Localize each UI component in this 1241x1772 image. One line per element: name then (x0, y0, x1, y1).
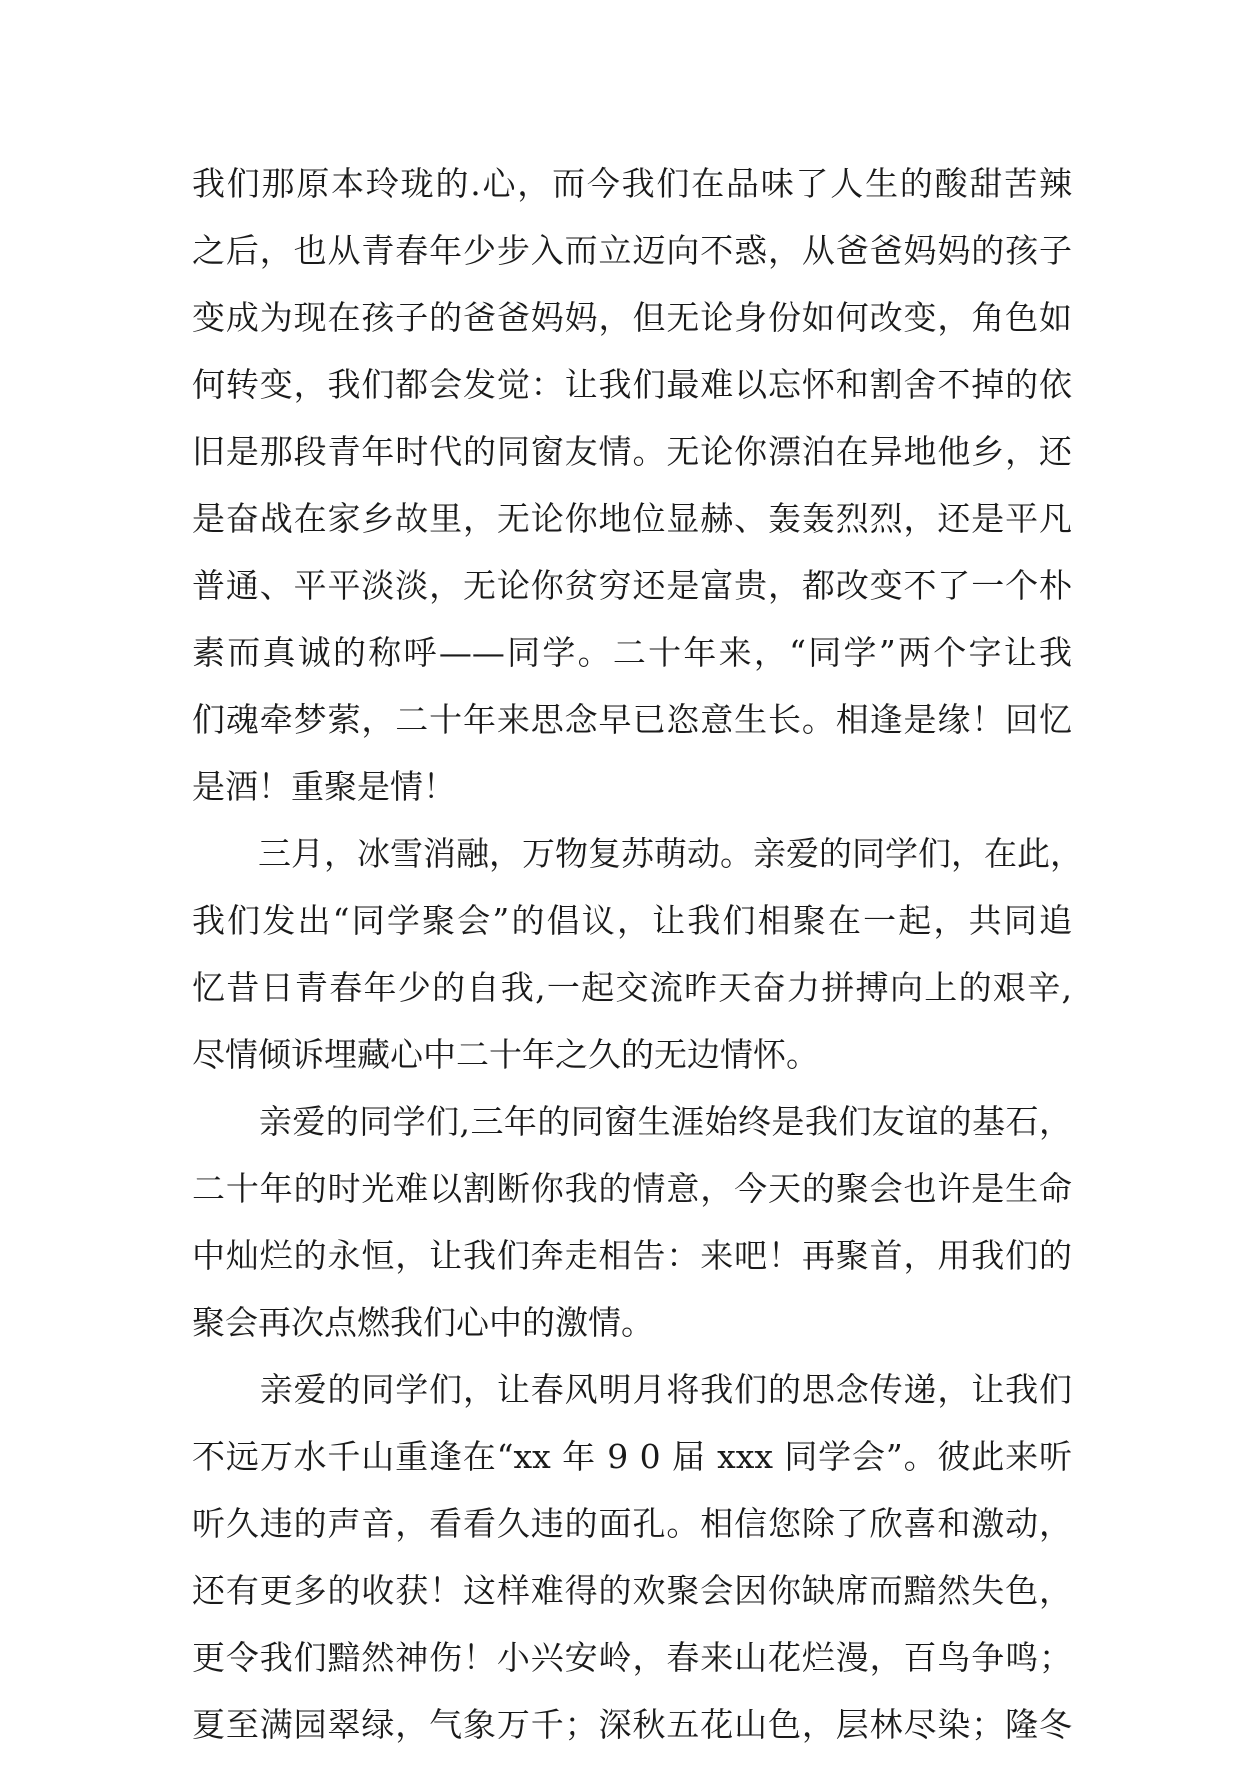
text-line: 何转变，我们都会发觉：让我们最难以忘怀和割舍不掉的依 (192, 365, 1072, 404)
text-line: 之后，也从青春年少步入而立迈向不惑，从爸爸妈妈的孩子 (192, 231, 1072, 270)
text-line: 们魂牵梦萦，二十年来思念早已恣意生长。相逢是缘！回忆 (192, 700, 1072, 739)
text-line: 亲爱的同学们，让春风明月将我们的思念传递，让我们 (192, 1370, 1072, 1409)
text-line: 普通、平平淡淡，无论你贫穷还是富贵，都改变不了一个朴 (192, 566, 1072, 605)
text-line: 是酒！重聚是情！ (192, 767, 456, 806)
text-line: 亲爱的同学们,三年的同窗生涯始终是我们友谊的基石， (192, 1102, 1072, 1141)
text-line: 二十年的时光难以割断你我的情意，今天的聚会也许是生命 (192, 1169, 1072, 1208)
paragraph (192, 1102, 1072, 1370)
paragraph (192, 164, 1072, 834)
text-line: 素而真诚的称呼——同学。二十年来，“同学”两个字让我 (192, 633, 1072, 672)
text-line: 变成为现在孩子的爸爸妈妈，但无论身份如何改变，角色如 (192, 298, 1072, 337)
text-line: 旧是那段青年时代的同窗友情。无论你漂泊在异地他乡，还 (192, 432, 1072, 471)
document-body (192, 164, 1083, 1772)
text-line: 夏至满园翠绿，气象万千；深秋五花山色，层林尽染；隆冬 (192, 1705, 1072, 1744)
text-line: 三月，冰雪消融，万物复苏萌动。亲爱的同学们，在此， (192, 834, 1083, 873)
text-line: 我们那原本玲珑的.心，而今我们在品味了人生的酸甜苦辣 (192, 164, 1072, 203)
text-line: 尽情倾诉埋藏心中二十年之久的无边情怀。 (192, 1035, 819, 1074)
text-line: 我们发出“同学聚会”的倡议，让我们相聚在一起，共同追 (192, 901, 1072, 940)
text-line: 还有更多的收获！这样难得的欢聚会因你缺席而黯然失色， (192, 1571, 1072, 1610)
text-line: 不远万水千山重逢在“xx 年 9 0 届 xxx 同学会”。彼此来听 (192, 1437, 1072, 1476)
text-line: 聚会再次点燃我们心中的激情。 (192, 1303, 654, 1342)
text-line: 听久违的声音，看看久违的面孔。相信您除了欣喜和激动， (192, 1504, 1072, 1543)
text-line: 中灿烂的永恒，让我们奔走相告：来吧！再聚首，用我们的 (192, 1236, 1072, 1275)
paragraph (192, 1370, 1072, 1772)
paragraph (192, 834, 1083, 1102)
text-line: 更令我们黯然神伤！小兴安岭，春来山花烂漫，百鸟争鸣； (192, 1638, 1072, 1677)
text-line: 忆昔日青春年少的自我,一起交流昨天奋力拼搏向上的艰辛, (192, 968, 1072, 1007)
text-line: 是奋战在家乡故里，无论你地位显赫、轰轰烈烈，还是平凡 (192, 499, 1072, 538)
